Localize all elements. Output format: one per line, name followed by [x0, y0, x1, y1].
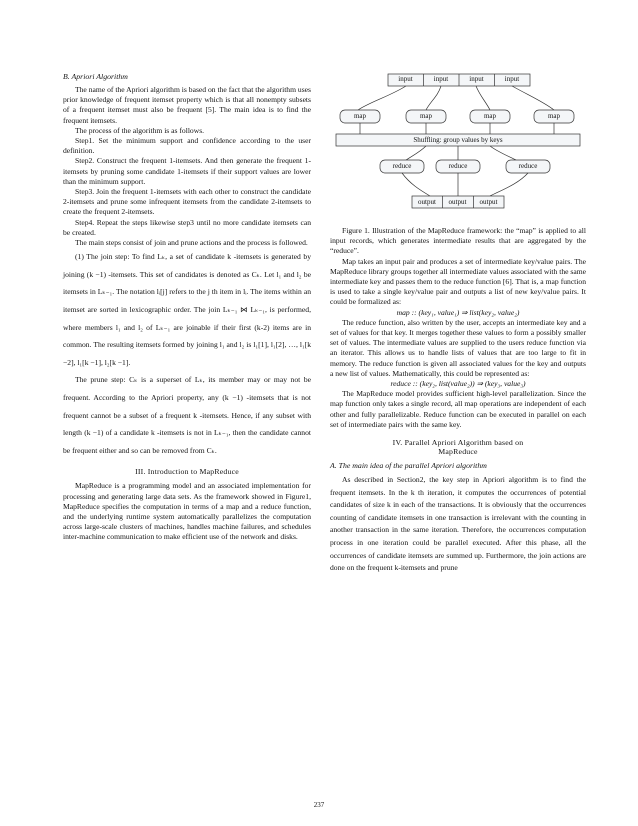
subsection-heading-apriori: B. Apriori Algorithm	[63, 72, 128, 81]
mapreduce-figure	[330, 72, 586, 222]
paragraph-steps-summary: The main steps consist of join and prune actions and the process is followed.	[75, 238, 308, 248]
paragraph-process: The process of the algorithm is as follows.	[75, 125, 205, 135]
input-label-2: input	[433, 75, 449, 83]
page-number: 237	[313, 801, 325, 809]
figure-caption: Figure 1. Illustration of the MapReduce framework: the “map” is applied to all input records, which generates intermediate results that are aggregated by the “reduce”.	[330, 226, 586, 256]
map-label-3: map	[483, 112, 497, 120]
reduce-label-3: reduce	[518, 162, 538, 170]
map-label-4: map	[547, 112, 561, 120]
paragraph-prune-step: The prune step: Cₖ is a superset of Lₖ, its member may or may not be frequent. According to the Apriori property, any (k −1) -itemsets that is not frequent cannot be a subset of a frequent k -itemsets. Hence, if any subset with length (k −1) of a candidate k -itemsets is not in Lₖ₋₁, then the candidate cannot be frequent either and so can be removed from Cₖ.	[63, 375, 311, 455]
formula-reduce: reduce :: (key₂, list(value₂)) ⇒ (key₃, value₃)	[390, 379, 526, 389]
right-column	[330, 72, 586, 575]
paragraph-apriori-intro: The name of the Apriori algorithm is based on the fact that the algorithm uses prior knowledge of frequent itemset property which is that all nonempty subsets of a frequent itemset must also be frequent [5]. The main idea is to find the frequent itemsets.	[63, 85, 311, 125]
map-label-1: map	[353, 112, 367, 120]
output-label-3: output	[479, 198, 498, 206]
output-label-1: output	[418, 198, 436, 206]
input-label-4: input	[504, 75, 520, 83]
paragraph-step2: Step2. Construct the frequent 1-itemsets. And then generate the frequent 1-itemsets by pruning some candidate 1-itemsets if their support values are lower than the minimum support.	[63, 156, 311, 186]
paragraph-join-step: (1) The join step: To find Lₖ, a set of candidate k -itemsets is generated by joining (k −1) -itemsets. This set of candidates is denoted as Cₖ. Let l₁ and l₂ be itemsets in Lₖ₋₁. The notation lᵢ[j] refers to the j th item in lᵢ. The items within an itemset are sorted in lexicographic order. The join Lₖ₋₁ ⋈ Lₖ₋₁, is performed, where members l₁ and l₂ of Lₖ₋₁ are joinable if their first (k-2) items are in common. The resulting itemsets formed by joining l₁ and l₂ is l₁[1], l₁[2], …, l₁[k −2], l₁[k −1], l₂[k −1].	[63, 252, 311, 367]
paragraph-mapreduce: MapReduce is a programming model and an associated implementation for processing and generating large data sets. As the framework showed in Figure1, MapReduce specifies the computation in terms of a map and a reduce function, and the underlying runtime system automatically parallelizes the computation across large-scale clusters of machines, handles machine failures, and schedules inter-machine communication to make efficient use of the network and disks.	[63, 481, 311, 542]
input-label-3: input	[469, 75, 484, 83]
section-heading-mapreduce: III. Introduction to MapReduce	[135, 467, 239, 477]
paragraph-step3: Step3. Join the frequent 1-itemsets with each other to construct the candidate 2-itemsets and prune some infrequent itemsets from the candidate 2-itemsets to create the frequent 2-itemsets.	[63, 187, 311, 217]
section-heading-parallel-apriori: IV. Parallel Apriori Algorithm based on	[392, 438, 524, 448]
formula-map: map :: (key₁, value₁) ⇒ list(key₂, value₂)	[396, 307, 520, 317]
paragraph-model: The MapReduce model provides sufficient high-level parallelization. Since the map function only takes a single record, all map operations are independent of each other and fully parallelizable. Reduce function can be executed in parallel on each set of intermediate pairs with the same key.	[330, 389, 586, 429]
input-label-1: input	[398, 75, 413, 83]
paragraph-step4: Step4. Repeat the steps likewise step3 until no more candidate itemsets can be created.	[63, 217, 311, 237]
shuffle-label: Shuffling: group values by keys	[413, 136, 503, 144]
paragraph-reduce: The reduce function, also written by the user, accepts an intermediate key and a set of values for that key. It merges together these values to form a possibly smaller set of values. The intermediate values are supplied to the users reduce function via an iterator. This allows us to handle lists of values that are too large to fit in memory. The reduce function is given all associated values for the key and outputs a new list of values. Mathematically, this could be represented as:	[330, 317, 586, 378]
left-column	[63, 72, 311, 543]
paragraph-map: Map takes an input pair and produces a set of intermediate key/value pairs. The MapReduce library groups together all intermediate values associated with the same intermediate key and passes them to the reduce function [6]. That is, a map function is used to take a single key/value pair and outputs a list of new key/value pairs. It could be formalized as:	[330, 256, 586, 307]
paragraph-main-idea: As described in Section2, the key step in Apriori algorithm is to find the frequent itemsets. In the k th iteration, it computes the occurrences of potential candidates of size k in each of the transactions. It is obviously that the occurrences counting of candidate itemsets in one transaction is irrelevant with the counting in another transaction in the same iteration. Therefore, the occurrences computation process in one iteration could be parallel executed. After this phase, all the occurrences of candidate itemsets are summed up. Furthermore, the join actions are done on the frequent k-itemsets and prune	[330, 475, 586, 573]
reduce-label-1: reduce	[392, 162, 412, 170]
map-label-2: map	[419, 112, 433, 120]
output-label-2: output	[448, 198, 467, 206]
paragraph-step1: Step1. Set the minimum support and confidence according to the user definition.	[63, 136, 311, 156]
subsection-heading-main-idea: A. The main idea of the parallel Apriori algorithm	[330, 461, 487, 471]
section-heading-parallel-apriori-line2: MapReduce	[438, 447, 478, 457]
reduce-label-2: reduce	[448, 162, 468, 170]
